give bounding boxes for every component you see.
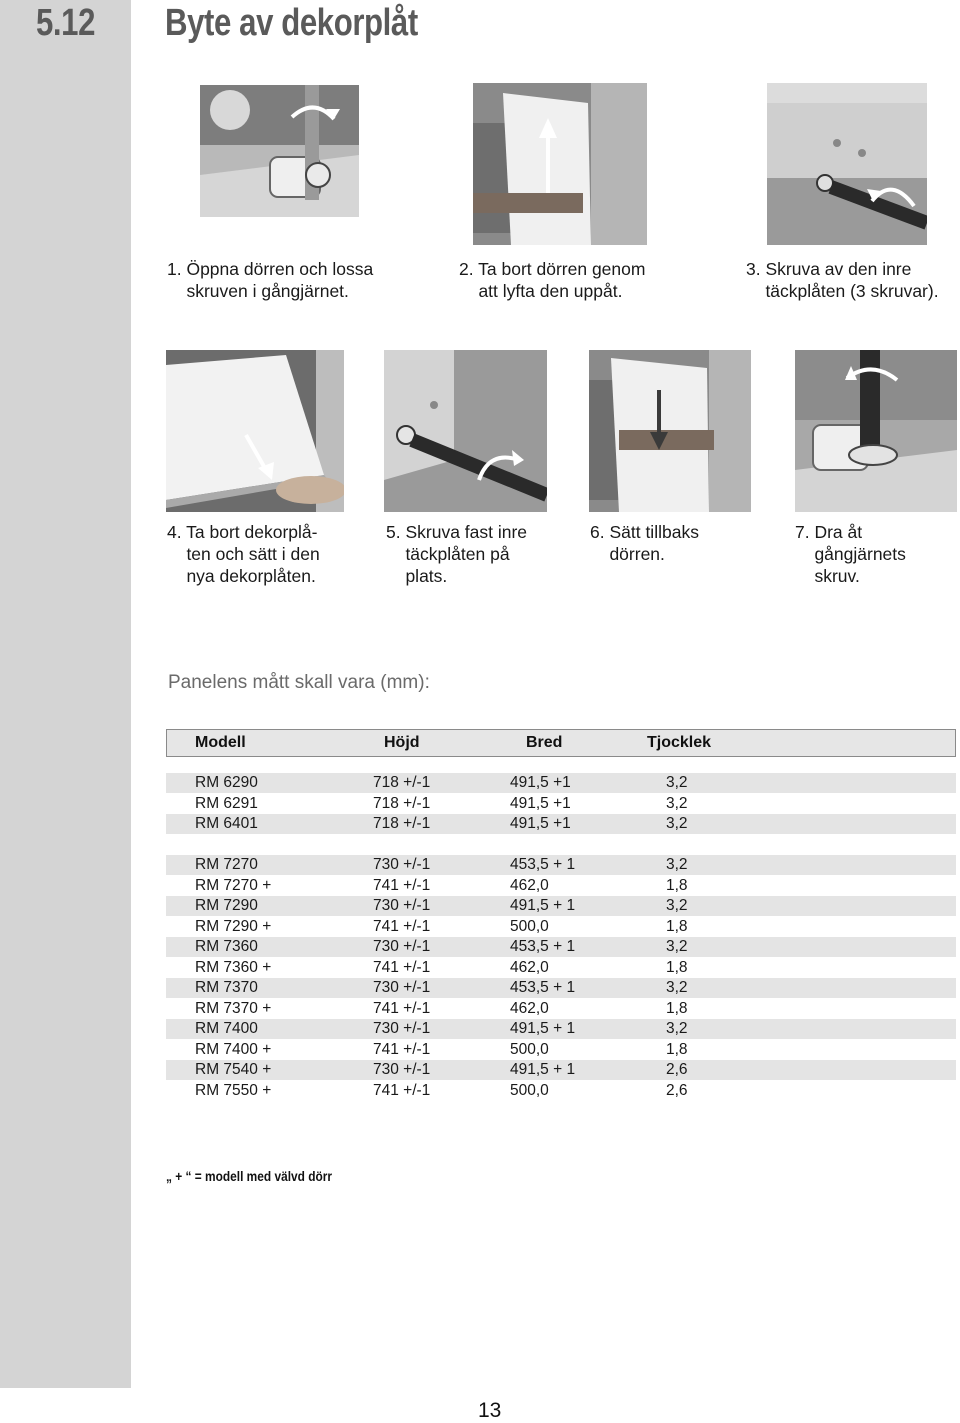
cell-height: 741 +/-1 bbox=[373, 959, 431, 976]
cell-thickness: 1,8 bbox=[666, 959, 688, 976]
cell-thickness: 3,2 bbox=[666, 1020, 688, 1037]
step-1-photo bbox=[200, 85, 359, 217]
cell-width: 500,0 bbox=[510, 1082, 549, 1099]
table-row bbox=[166, 1019, 956, 1039]
table-row bbox=[166, 876, 956, 896]
cell-width: 453,5 + 1 bbox=[510, 938, 576, 955]
header-thickness: Tjocklek bbox=[647, 734, 712, 751]
cell-model: RM 7270 bbox=[195, 856, 258, 873]
table-row bbox=[166, 1081, 956, 1101]
cell-height: 730 +/-1 bbox=[373, 897, 431, 914]
cell-model: RM 6290 bbox=[195, 774, 258, 791]
step-6-photo bbox=[589, 350, 751, 512]
cell-width: 462,0 bbox=[510, 877, 549, 894]
cell-width: 500,0 bbox=[510, 918, 549, 935]
table-row bbox=[166, 896, 956, 916]
cell-thickness: 1,8 bbox=[666, 1041, 688, 1058]
table-row bbox=[166, 855, 956, 875]
table-row bbox=[166, 958, 956, 978]
cell-thickness: 2,6 bbox=[666, 1061, 688, 1078]
step-5-caption: 5. Skruva fast inre täckplåten på plats. bbox=[386, 522, 528, 586]
cell-width: 491,5 + 1 bbox=[510, 1061, 576, 1078]
cell-model: RM 7290 bbox=[195, 897, 258, 914]
table-row bbox=[166, 999, 956, 1019]
cell-thickness: 2,6 bbox=[666, 1082, 688, 1099]
table-row bbox=[166, 937, 956, 957]
cell-model: RM 7360 bbox=[195, 938, 258, 955]
cell-height: 741 +/-1 bbox=[373, 877, 431, 894]
left-margin-band bbox=[0, 0, 131, 1388]
cell-model: RM 7370 + bbox=[195, 1000, 272, 1017]
cell-model: RM 7290 + bbox=[195, 918, 272, 935]
cell-height: 730 +/-1 bbox=[373, 979, 431, 996]
cell-model: RM 6291 bbox=[195, 795, 258, 812]
step-3-caption: 3. Skruva av den inre täckplåten (3 skruvar). bbox=[746, 259, 939, 301]
cell-height: 741 +/-1 bbox=[373, 1082, 431, 1099]
section-number: 5.12 bbox=[36, 2, 96, 44]
cell-width: 462,0 bbox=[510, 959, 549, 976]
cell-thickness: 3,2 bbox=[666, 897, 688, 914]
step-4-photo bbox=[166, 350, 344, 512]
cell-width: 500,0 bbox=[510, 1041, 549, 1058]
cell-width: 462,0 bbox=[510, 1000, 549, 1017]
header-height: Höjd bbox=[384, 734, 420, 751]
cell-width: 491,5 +1 bbox=[510, 815, 571, 832]
step-2-photo bbox=[473, 83, 647, 245]
cell-thickness: 3,2 bbox=[666, 979, 688, 996]
step-7-caption: 7. Dra åt gångjärnets skruv. bbox=[795, 522, 906, 586]
cell-height: 730 +/-1 bbox=[373, 938, 431, 955]
cell-width: 491,5 + 1 bbox=[510, 1020, 576, 1037]
cell-height: 741 +/-1 bbox=[373, 1000, 431, 1017]
cell-height: 718 +/-1 bbox=[373, 795, 431, 812]
cell-model: RM 7400 bbox=[195, 1020, 258, 1037]
cell-width: 491,5 + 1 bbox=[510, 897, 576, 914]
cell-thickness: 1,8 bbox=[666, 918, 688, 935]
page-title: Byte av dekorplåt bbox=[165, 2, 418, 44]
header-width: Bred bbox=[526, 734, 563, 751]
footnote: „ + “ = modell med välvd dörr bbox=[166, 1168, 333, 1184]
header-model: Modell bbox=[195, 734, 246, 751]
step-6-caption: 6. Sätt tillbaks dörren. bbox=[590, 522, 699, 564]
cell-width: 453,5 + 1 bbox=[510, 979, 576, 996]
cell-width: 491,5 +1 bbox=[510, 795, 571, 812]
table-row bbox=[166, 1060, 956, 1080]
cell-model: RM 7270 + bbox=[195, 877, 272, 894]
step-3-photo bbox=[767, 83, 927, 245]
table-row bbox=[166, 773, 956, 793]
table-row bbox=[166, 814, 956, 834]
cell-thickness: 3,2 bbox=[666, 856, 688, 873]
cell-height: 730 +/-1 bbox=[373, 1061, 431, 1078]
cell-model: RM 7540 + bbox=[195, 1061, 272, 1078]
cell-thickness: 3,2 bbox=[666, 938, 688, 955]
table-row bbox=[166, 978, 956, 998]
cell-height: 741 +/-1 bbox=[373, 1041, 431, 1058]
step-7-photo bbox=[795, 350, 957, 512]
cell-height: 741 +/-1 bbox=[373, 918, 431, 935]
cell-thickness: 3,2 bbox=[666, 795, 688, 812]
table-row bbox=[166, 917, 956, 937]
page-number: 13 bbox=[478, 1399, 502, 1422]
cell-width: 453,5 + 1 bbox=[510, 856, 576, 873]
step-5-photo bbox=[384, 350, 547, 512]
cell-height: 730 +/-1 bbox=[373, 856, 431, 873]
cell-thickness: 3,2 bbox=[666, 815, 688, 832]
cell-model: RM 7370 bbox=[195, 979, 258, 996]
step-1-caption: 1. Öppna dörren och lossa skruven i gångjärnet. bbox=[167, 259, 374, 301]
cell-model: RM 7360 + bbox=[195, 959, 272, 976]
panel-dimensions-heading: Panelens mått skall vara (mm): bbox=[168, 672, 430, 693]
cell-height: 718 +/-1 bbox=[373, 774, 431, 791]
table-row bbox=[166, 1040, 956, 1060]
cell-height: 718 +/-1 bbox=[373, 815, 431, 832]
table-header-row bbox=[166, 729, 956, 757]
cell-width: 491,5 +1 bbox=[510, 774, 571, 791]
cell-model: RM 6401 bbox=[195, 815, 258, 832]
step-2-caption: 2. Ta bort dörren genom att lyfta den uppåt. bbox=[459, 259, 646, 301]
table-row bbox=[166, 794, 956, 814]
cell-thickness: 3,2 bbox=[666, 774, 688, 791]
cell-height: 730 +/-1 bbox=[373, 1020, 431, 1037]
cell-model: RM 7400 + bbox=[195, 1041, 272, 1058]
cell-model: RM 7550 + bbox=[195, 1082, 272, 1099]
cell-thickness: 1,8 bbox=[666, 877, 688, 894]
step-4-caption: 4. Ta bort dekorplå- ten och sätt i den nya dekorplåten. bbox=[167, 522, 320, 586]
cell-thickness: 1,8 bbox=[666, 1000, 688, 1017]
